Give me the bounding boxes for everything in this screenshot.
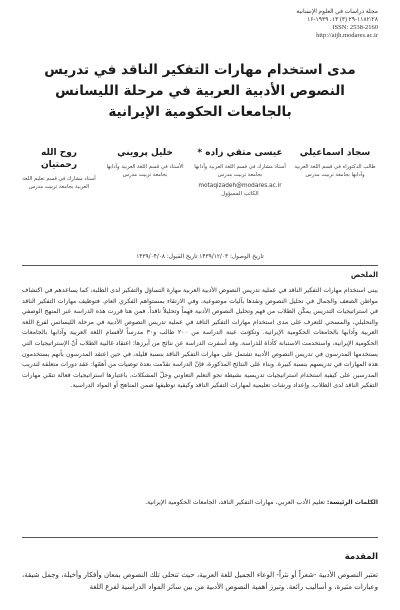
author-name: عيسى متقي زاده * bbox=[197, 148, 283, 158]
author-name: روح الله رحمتيان bbox=[40, 148, 78, 170]
author-affiliation: أستاذ مشارك في قسم تعليم اللغة العربية بجامعة تربيت مدرس bbox=[22, 176, 96, 190]
divider-top bbox=[22, 265, 378, 266]
author-2 bbox=[194, 147, 286, 198]
author-1 bbox=[292, 147, 378, 179]
journal-header bbox=[218, 8, 378, 40]
author-name: سجاد اسماعيلي bbox=[299, 148, 371, 158]
author-affiliation: أستاذ مشارك في قسم اللغة العربية وآدابها بجامعة تربيت مدرس bbox=[194, 164, 286, 178]
author-affiliation: الأستاذ في قسم اللغة العربية وآدابها بجامعة تربيت مدرس bbox=[106, 164, 184, 178]
journal-url[interactable]: http://aijh.modares.ac.ir bbox=[316, 32, 378, 39]
abstract-body: يبنى استخدام مهارات التفكير الناقد في عملية تدريس النصوص الأدبية العربية مهارة التساؤل والتفكير لدى الطلبة، كما يساعدهم في اكتشاف مواطن الضعف والجمال في تحليل النصوص ونقدها بآليات موضوعية، وفي الارتقاء بمستواهم الفكري العام. فتوظيف مهارات التفكير الناقد في استراتيجيات التدريس يمكّن الطلاب من فهم وتحليل النصوص الأدبية فهماً وتحليلاً ناقداً. فمن هنا قررت هذه الدراسة عبر المنهج الوصفي والتحليلي، والمسحي للتعرف على مدى استخدام مهارات التفكير الناقد في عملية تدريس النصوص الأدبية في مرحلة الليسانس لفرع اللغة العربية وآدابها بالجامعات الحكومية الإيرانية. وتكوّنت عينة الدراسة من ۲۰۰ طالب و۳۰ مدرساً لأقسام اللغة العربية وآدابها بالجامعات الحكومية الإيرانية، واستخدمت الاستبانة كأداة للدراسة. وقد أسفرت الدراسة عن نتائج من أبرزها: اعتقاد غالبية الطلاب أنّ الإستراتيجيات التي يستخدمها المدرسون في تدريس النصوص الأدبية تشتمل على مهارات التفكير الناقد بنسبة قليلة، في حين اعتقد المدرسون بأنهم يستخدمون هذه المهارات في تدريسهم بنسبة كبيرة. وبناء على النتائج المذكورة، فإنّ الدراسة تقدّمت بعدة توصيات من أهمّها: عقد دورات متعلقة لتدريب المدرسين على كيفية استخدام استراتيجيات تدريسية نشيطة نحو التعلم التعاوني وحلّ المشكلات، باعتبارها استراتيجيات فعالة تنمّي مهارات التفكير الناقد لدى الطلاب، وإعداد ورشات تعليمية لمهارات التفكير الناقد وكيفية توظيفها ضمن المناهج أو المواد الدراسية. bbox=[22, 287, 378, 390]
journal-issn: ISSN: 2538-2160 bbox=[332, 24, 378, 31]
author-name: خليل پرويني bbox=[117, 148, 173, 158]
journal-name: مجلة دراسات في العلوم الإنسانية bbox=[296, 9, 378, 15]
intro-heading: المقدمة bbox=[344, 552, 378, 562]
divider-bottom bbox=[22, 537, 378, 538]
paper-title: مدى استخدام مهارات التفكير الناقد في تدريس النصوص الأدبية العربية في مرحلة الليسانس بالجامعات الحكومية الإيرانية bbox=[44, 62, 356, 120]
corresponding-note: الكاتب المسؤول bbox=[221, 191, 259, 197]
author-block bbox=[22, 147, 378, 242]
keywords bbox=[22, 498, 378, 508]
keywords-label: الكلمات الرئيسة: bbox=[326, 499, 378, 506]
author-4 bbox=[22, 147, 96, 191]
keywords-text: تعليم الأدب العربي، مهارات التفكير الناقد، الجامعات الحكومية الإيرانية. bbox=[145, 499, 325, 506]
journal-volume: ۲۹-۱۱۸۲/۲۸ (۳) ۱۳، ۱۶-۱۹۳۹ bbox=[307, 17, 378, 23]
author-email[interactable]: motaqizadeh@modares.ac.ir bbox=[198, 183, 282, 189]
author-3 bbox=[104, 147, 186, 179]
author-affiliation: طالب الدكتوراه في قسم اللغة العربية وآدابها بجامعة تربيت مدرس bbox=[294, 164, 376, 178]
abstract-heading: الملخص bbox=[350, 271, 378, 279]
intro-body: تعتبر النصوص الأدبية -شعراً أو نثراً- الوعاء الجميل للغة العربية، حيث تتحلى تلك النصوص بمعان وأفكار وأخيلة، وجمل شيقة، وعبارات مثيرة، و أساليب رائعة. وتبرز أهمية النصوص الأدبية من بين سائر المواد الدراسية لفرع اللغة bbox=[22, 571, 378, 591]
submission-dates: تاريخ الوصول: ۱۴۳۹/۱۲/۰۳ تاريخ القبول: ۱۴۳۹/۰۴/۰۸ bbox=[136, 254, 264, 260]
